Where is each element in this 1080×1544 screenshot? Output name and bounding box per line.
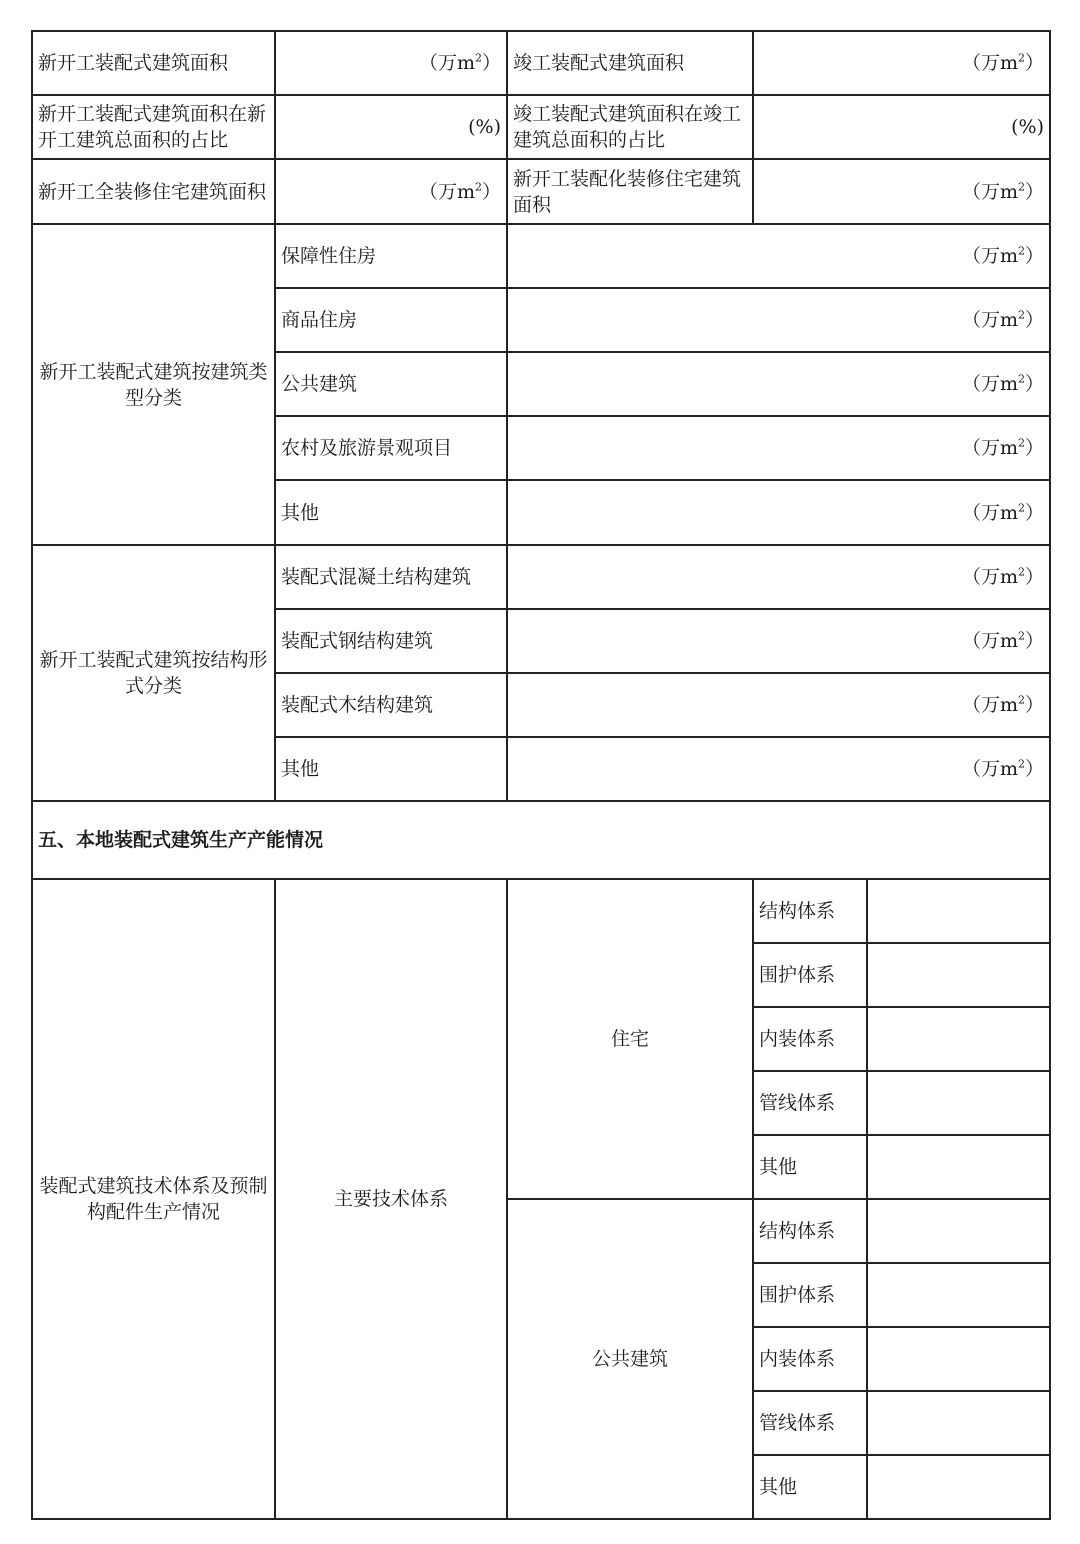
group-residential: 住宅: [507, 879, 753, 1199]
structure-item: 其他: [275, 737, 507, 801]
type-item: 其他: [275, 480, 507, 545]
input-structure-value[interactable]: （万$m^2$）: [507, 545, 1050, 609]
input-type-value[interactable]: （万$m^2$）: [507, 480, 1050, 545]
tech-row: [32, 879, 1050, 943]
tech-item: 管线体系: [753, 1071, 867, 1135]
input-tech-value[interactable]: [867, 879, 1050, 943]
label-by-structure: 新开工装配式建筑按结构形式分类: [32, 545, 275, 801]
tech-item: 围护体系: [753, 1263, 867, 1327]
input-assembled-decoration-area[interactable]: （万$m^2$）: [753, 159, 1050, 224]
group-public-building: 公共建筑: [507, 1199, 753, 1519]
statistics-form-table: [31, 30, 1051, 1520]
type-item: 公共建筑: [275, 352, 507, 416]
input-type-value[interactable]: （万$m^2$）: [507, 352, 1050, 416]
input-structure-value[interactable]: （万$m^2$）: [507, 673, 1050, 737]
input-completed-assembled-area[interactable]: （万$m^2$）: [753, 31, 1050, 95]
tech-item: 内装体系: [753, 1007, 867, 1071]
tech-item: 其他: [753, 1135, 867, 1199]
row-new-assembled-area: [32, 31, 1050, 95]
label-main-tech-system: 主要技术体系: [275, 879, 507, 1519]
tech-item: 其他: [753, 1455, 867, 1519]
input-tech-value[interactable]: [867, 1199, 1050, 1263]
input-completed-assembled-ratio[interactable]: (%): [753, 95, 1050, 159]
input-tech-value[interactable]: [867, 1391, 1050, 1455]
input-tech-value[interactable]: [867, 1135, 1050, 1199]
tech-item: 内装体系: [753, 1327, 867, 1391]
row-full-decoration: [32, 159, 1050, 224]
row-assembled-ratio: [32, 95, 1050, 159]
type-item: 保障性住房: [275, 224, 507, 288]
input-type-value[interactable]: （万$m^2$）: [507, 416, 1050, 480]
input-structure-value[interactable]: （万$m^2$）: [507, 737, 1050, 801]
label-full-decoration-area: 新开工全装修住宅建筑面积: [32, 159, 275, 224]
input-type-value[interactable]: （万$m^2$）: [507, 288, 1050, 352]
label-assembled-decoration-area: 新开工装配化装修住宅建筑面积: [507, 159, 753, 224]
tech-item: 围护体系: [753, 943, 867, 1007]
input-new-assembled-area[interactable]: （万$m^2$）: [275, 31, 507, 95]
input-tech-value[interactable]: [867, 1263, 1050, 1327]
tech-item: 结构体系: [753, 1199, 867, 1263]
structure-row: [32, 545, 1050, 609]
label-new-assembled-ratio: 新开工装配式建筑面积在新开工建筑总面积的占比: [32, 95, 275, 159]
input-tech-value[interactable]: [867, 1071, 1050, 1135]
input-type-value[interactable]: （万$m^2$）: [507, 224, 1050, 288]
tech-item: 结构体系: [753, 879, 867, 943]
section5-header-row: [32, 801, 1050, 879]
structure-item: 装配式钢结构建筑: [275, 609, 507, 673]
input-tech-value[interactable]: [867, 1327, 1050, 1391]
input-new-assembled-ratio[interactable]: (%): [275, 95, 507, 159]
input-tech-value[interactable]: [867, 943, 1050, 1007]
input-full-decoration-area[interactable]: （万$m^2$）: [275, 159, 507, 224]
label-new-assembled-area: 新开工装配式建筑面积: [32, 31, 275, 95]
structure-item: 装配式混凝土结构建筑: [275, 545, 507, 609]
type-item: 农村及旅游景观项目: [275, 416, 507, 480]
structure-item: 装配式木结构建筑: [275, 673, 507, 737]
input-structure-value[interactable]: （万$m^2$）: [507, 609, 1050, 673]
input-tech-value[interactable]: [867, 1455, 1050, 1519]
tech-item: 管线体系: [753, 1391, 867, 1455]
label-completed-assembled-area: 竣工装配式建筑面积: [507, 31, 753, 95]
type-row: [32, 224, 1050, 288]
label-completed-assembled-ratio: 竣工装配式建筑面积在竣工建筑总面积的占比: [507, 95, 753, 159]
input-tech-value[interactable]: [867, 1007, 1050, 1071]
type-item: 商品住房: [275, 288, 507, 352]
label-by-building-type: 新开工装配式建筑按建筑类型分类: [32, 224, 275, 545]
section5-title: 五、本地装配式建筑生产产能情况: [32, 801, 1050, 879]
label-tech-system-production: 装配式建筑技术体系及预制构配件生产情况: [32, 879, 275, 1519]
